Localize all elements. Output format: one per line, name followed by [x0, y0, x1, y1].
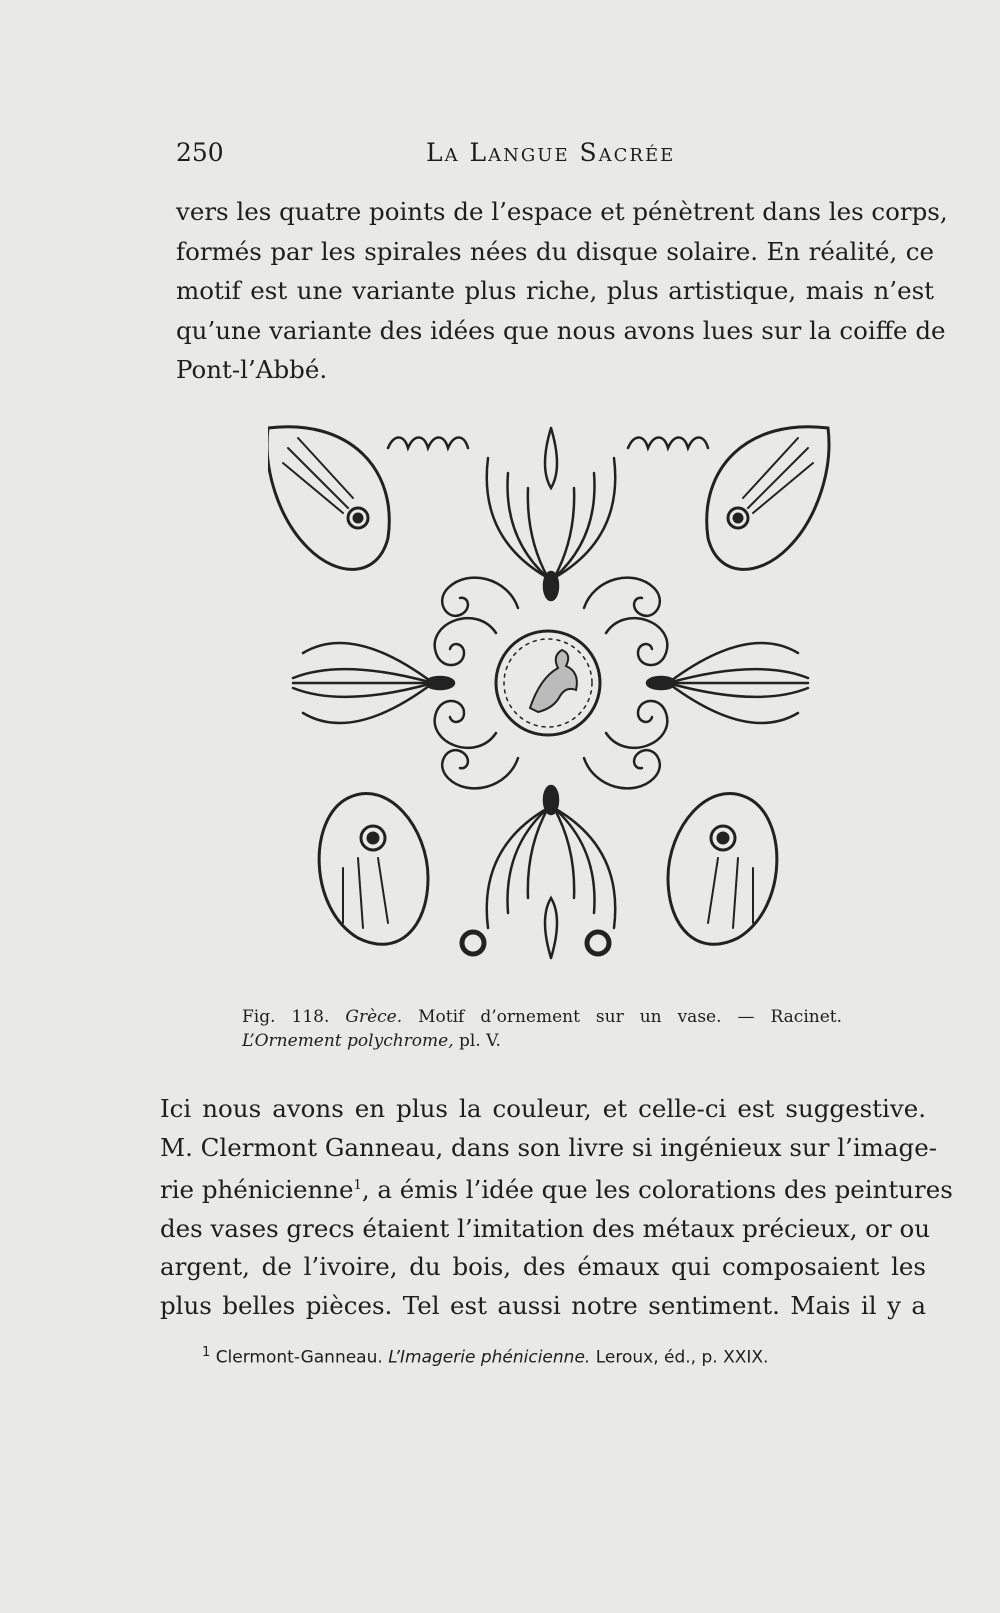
cupid-figure [530, 650, 577, 712]
caption-line-1 [242, 1005, 842, 1029]
footnote-reference: 1 [353, 1178, 362, 1193]
caption-plate: pl. V. [459, 1031, 501, 1051]
top-palmette [487, 428, 616, 600]
text-line: formés par les spirales nées du disque solaire. En réalité, ce [176, 236, 934, 266]
figure-caption [242, 1005, 842, 1053]
text-line: Ici nous avons en plus la couleur, et celle-ci est suggestive. [160, 1094, 926, 1123]
right-palmette [647, 643, 808, 723]
caption-book-title: L’Ornement polychrome, [242, 1031, 454, 1051]
footnote-title: L’Imagerie phénicienne. [388, 1347, 591, 1368]
footnote [202, 1345, 842, 1368]
ring-right [587, 932, 609, 954]
caption-place: Grèce. [345, 1007, 403, 1027]
text-line [160, 1167, 953, 1210]
paragraph-2 [160, 1090, 953, 1325]
running-title: La Langue Sacrée [426, 138, 676, 167]
text-line: Pont-l’Abbé. [176, 355, 328, 384]
ornament-figure [268, 418, 842, 990]
text-line: vers les quatre points de l’espace et pénètrent dans les corps, [176, 197, 948, 226]
top-right-leaf [707, 427, 829, 570]
page-number: 250 [176, 138, 224, 167]
text-line: M. Clermont Ganneau, dans son livre si ingénieux sur l’image- [160, 1132, 937, 1162]
ring-left [462, 932, 484, 954]
right-tendril [628, 438, 708, 449]
caption-fig-number: Fig. 118. [242, 1007, 330, 1027]
text-line: qu’une variante des idées que nous avons lues sur la coiffe de [176, 315, 946, 345]
bottom-left-leaf [319, 793, 428, 944]
paragraph-1 [176, 192, 948, 390]
bottom-right-leaf [668, 793, 777, 944]
text-fragment: rie phénicienne [160, 1175, 354, 1205]
text-line: des vases grecs étaient l’imitation des métaux précieux, or ou [160, 1213, 931, 1243]
text-line: argent, de l’ivoire, du bois, des émaux qui composaient les [160, 1252, 926, 1282]
left-tendril [388, 438, 468, 449]
text-fragment: , a émis l’idée que les colorations des peintures [361, 1175, 953, 1205]
caption-description: Motif d’ornement sur un vase. — Racinet. [418, 1007, 843, 1027]
page-header [176, 138, 936, 172]
footnote-publisher: Leroux, éd., p. XXIX. [595, 1347, 769, 1368]
left-palmette [293, 643, 454, 723]
text-line: plus belles pièces. Tel est aussi notre sentiment. Mais il y a [160, 1290, 926, 1320]
top-left-leaf [268, 427, 389, 570]
caption-line-2 [242, 1029, 842, 1053]
text-line: motif est une variante plus riche, plus artistique, mais n’est [176, 276, 934, 305]
footnote-author: Clermont-Ganneau. [215, 1347, 383, 1368]
footnote-mark: 1 [202, 1345, 211, 1360]
